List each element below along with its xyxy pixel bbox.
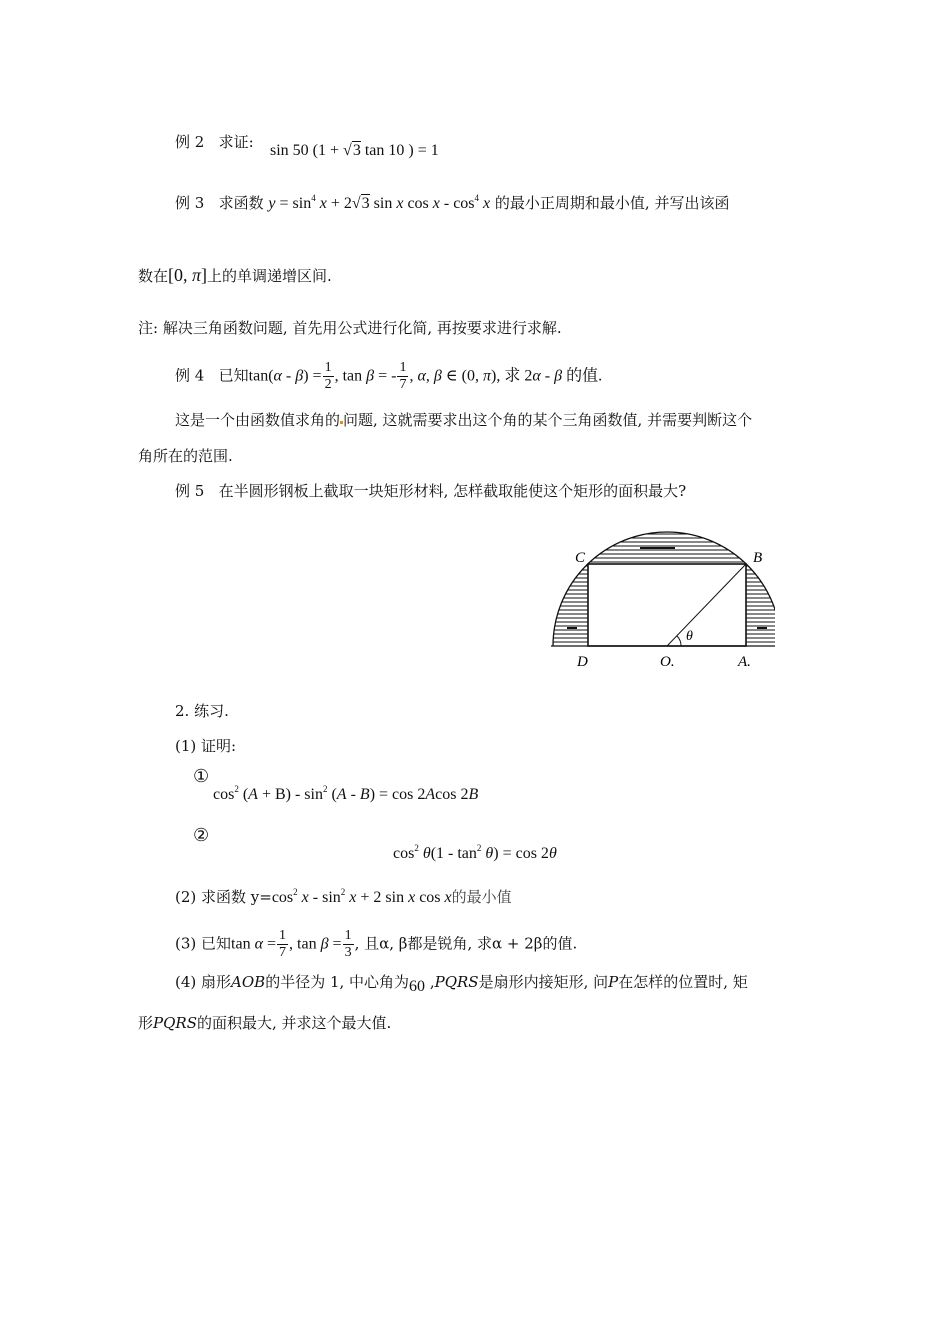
note-text: 注: 解决三角函数问题, 首先用公式进行化简, 再按要求进行求解.	[138, 319, 562, 337]
example-2-label: 例 2 求证:	[175, 133, 254, 151]
practice-2: (2) 求函数 $y=\cos^2$ $x - \sin^2 x + 2$ sin x cos x的最小值	[175, 887, 512, 906]
circled-1: ①	[193, 766, 210, 787]
point-d-label: D	[577, 654, 588, 670]
semicircle-figure	[545, 500, 775, 680]
practice-4-line2: 形PQRS的面积最大, 并求这个最大值.	[138, 1014, 392, 1032]
example-3-line1: 例 3 求函数 $y = \sin^4 x + 2√3$ sin x cos x - $\cos^4 x$ 的最小正周期和最小值, 并写出该函	[175, 193, 730, 212]
practice-3: (3) 已知tan α = $\frac{1}{7}$ , tan β = $\frac{1}{3}$ , 且α, β都是锐角, 求α + 2β的值.	[175, 928, 578, 960]
example-4: 例 4 已知tan(α - β) = $\frac{1}{2}$ , tan β = - $\frac{1}{7}$ , α, β ∈ (0, π), 求 2α - β 的值.	[175, 360, 603, 392]
practice-1-label: (1) 证明:	[175, 737, 237, 755]
circled-2: ②	[193, 825, 210, 846]
point-c-label: C	[575, 550, 586, 566]
point-b-label: B	[753, 550, 763, 566]
practice-4-line1: (4) 扇形AOB的半径为 1, 中心角为60 ,PQRS是扇形内接矩形, 问P在怎样的位置时, 矩	[175, 973, 748, 995]
theta-label: θ	[686, 629, 693, 644]
point-o-label: O.	[660, 654, 675, 670]
example-3-formula: $y = \sin^4 x + 2√3$ sin x cos x - $\cos^4 x$	[268, 193, 491, 212]
example-2-formula: sin 50 (1 + √3 tan 10 ) = 1	[270, 142, 439, 159]
practice-title: 2. 练习.	[175, 702, 229, 720]
point-a-label: A.	[738, 654, 751, 670]
identity-2-formula: $\cos^2 \theta(1 - \tan^2 \theta) = \cos 2\theta$	[393, 843, 557, 862]
identity-1-formula: $\cos^2 (A + B) - \sin^2 (A - B) = \cos 2Acos$ 2B	[213, 784, 479, 803]
explanation-line2: 角所在的范围.	[138, 447, 233, 465]
explanation-line1: 这是一个由函数值求角的 问题, 这就需要求出这个角的某个三角函数值, 并需要判断这个	[175, 411, 753, 429]
example-5: 例 5 在半圆形钢板上截取一块矩形材料, 怎样截取能使这个矩形的面积最大?	[175, 482, 687, 500]
example-3-line2: 数在[0, π]上的单调递增区间.	[138, 265, 332, 285]
